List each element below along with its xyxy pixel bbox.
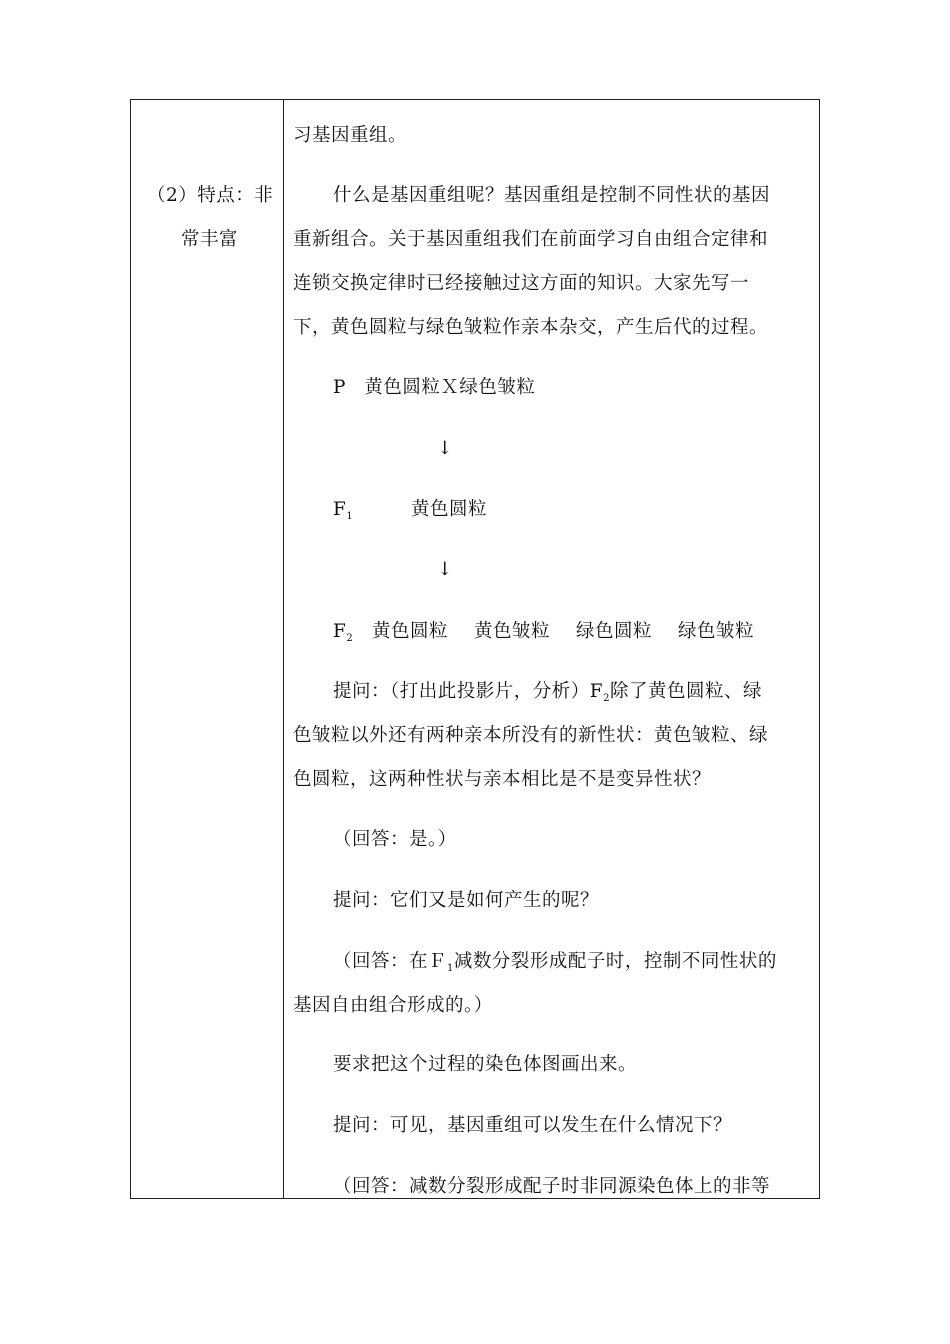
text-line-4: 连锁交换定律时已经接触过这方面的知识。大家先写一 [293, 273, 750, 294]
p-label: P [333, 377, 346, 398]
f2-phenotype-3: 绿色圆粒 [576, 621, 653, 642]
question-1-subscript: 2 [603, 693, 610, 704]
arrow-down-icon: ↓ [437, 438, 454, 459]
f2-phenotype-1: 黄色圆粒 [372, 621, 449, 642]
lesson-table [130, 99, 820, 1199]
text-line-3: 重新组合。关于基因重组我们在前面学习自由组合定律和 [293, 229, 769, 250]
answer-2-line-1 [333, 950, 777, 977]
f1-subscript: 1 [346, 511, 354, 522]
text-line-1: 习基因重组。 [293, 125, 408, 146]
question-3: 提问：可见，基因重组可以发生在什么情况下？ [333, 1115, 733, 1136]
question-1-line-2: 色皱粒以外还有两种亲本所没有的新性状：黄色皱粒、绿 [293, 725, 769, 746]
f1-generation [333, 498, 488, 525]
requirement: 要求把这个过程的染色体图画出来。 [333, 1054, 638, 1075]
question-1-part-b: 除了黄色圆粒、绿 [609, 681, 762, 702]
answer-1: （回答：是。） [333, 829, 457, 850]
arrow-down-icon: ↓ [437, 559, 454, 580]
text-line-2: 什么是基因重组呢？基因重组是控制不同性状的基因 [333, 185, 771, 206]
answer-2-part-b: 减数分裂形成配子时，控制不同性状的 [453, 951, 777, 972]
answer-2-line-2: 基因自由组合形成的。） [293, 995, 493, 1016]
question-1-part-a: 提问：（打出此投影片，分析）F [333, 681, 604, 702]
f2-label: F [333, 621, 347, 642]
left-col-line-2: 常丰富 [181, 229, 239, 250]
f2-phenotype-2: 黄色皱粒 [474, 621, 551, 642]
question-1-line-3: 色圆粒，这两种性状与亲本相比是不是变异性状？ [293, 769, 712, 790]
f2-subscript: 2 [346, 633, 354, 644]
question-1-line-1 [333, 680, 762, 707]
f1-phenotype: 黄色圆粒 [411, 499, 488, 520]
text-line-5: 下，黄色圆粒与绿色皱粒作亲本杂交，产生后代的过程。 [293, 317, 769, 338]
f1-label: F [333, 499, 347, 520]
left-col-line-1: （2）特点：非 [147, 185, 274, 206]
p-cross: 黄色圆粒Ｘ绿色皱粒 [364, 377, 536, 398]
question-2: 提问：它们又是如何产生的呢？ [333, 890, 600, 911]
answer-2-part-a: （回答：在Ｆ [333, 951, 448, 972]
f2-phenotype-4: 绿色皱粒 [678, 621, 755, 642]
f2-generation [333, 620, 353, 647]
column-divider [283, 100, 284, 1198]
answer-2-subscript: 1 [447, 963, 454, 974]
p-generation [333, 376, 535, 400]
answer-3: （回答：减数分裂形成配子时非同源染色体上的非等 [333, 1176, 771, 1197]
